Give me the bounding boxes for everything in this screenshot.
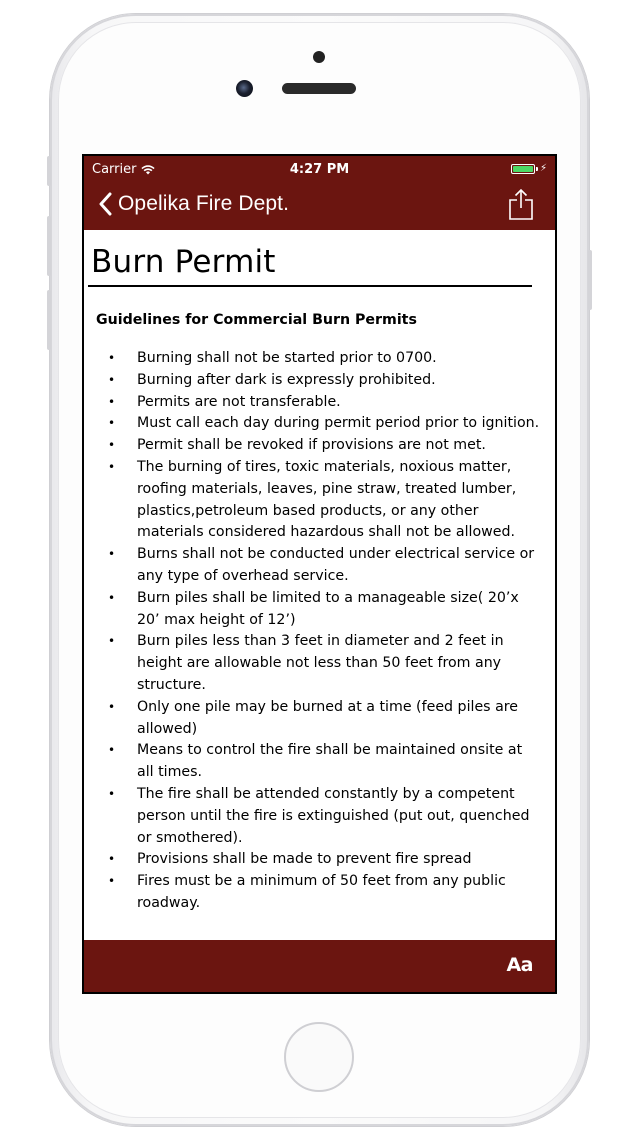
guidelines-list [84, 348, 544, 915]
charging-bolt-icon: ⚡ [539, 163, 547, 174]
front-camera [236, 80, 253, 97]
font-size-button[interactable]: Aa [506, 954, 533, 976]
share-icon [509, 189, 533, 220]
status-bar [84, 156, 555, 182]
share-button[interactable] [509, 189, 533, 224]
mute-switch [47, 156, 51, 186]
guideline-item: • Burning shall not be started prior to 0700. [84, 348, 544, 370]
guideline-item: • Provisions shall be made to prevent fire spread [84, 849, 544, 871]
navigation-bar [84, 156, 555, 230]
power-button [588, 250, 592, 310]
guideline-item: • Permit shall be revoked if provisions are not met. [84, 435, 544, 457]
guideline-item: • Burn piles less than 3 feet in diameter and 2 feet in height are allowable not less than 50 feet from any structure. [84, 631, 544, 696]
guideline-item: • Only one pile may be burned at a time (feed piles are allowed) [84, 697, 544, 741]
back-button[interactable] [98, 192, 289, 216]
article-content[interactable] [84, 230, 555, 940]
status-time: 4:27 PM [289, 162, 350, 177]
battery-icon [511, 164, 547, 174]
back-button-label: Opelika Fire Dept. [118, 192, 290, 215]
guideline-item: • Means to control the fire shall be maintained onsite at all times. [84, 740, 544, 784]
volume-down-button [47, 290, 51, 350]
screen [82, 154, 557, 994]
page-title: Burn Permit [91, 244, 276, 280]
proximity-sensor [313, 51, 325, 63]
guideline-item: • Burns shall not be conducted under electrical service or any type of overhead service. [84, 544, 544, 588]
home-button[interactable] [284, 1022, 354, 1092]
title-divider [88, 285, 532, 287]
guideline-item: • Burn piles shall be limited to a manageable size( 20’x 20’ max height of 12’) [84, 588, 544, 632]
guideline-item: • Permits are not transferable. [84, 392, 544, 414]
battery-level [513, 166, 533, 172]
bottom-toolbar [84, 940, 555, 992]
section-heading: Guidelines for Commercial Burn Permits [96, 312, 417, 328]
volume-up-button [47, 216, 51, 276]
guideline-item: • The burning of tires, toxic materials, noxious matter, roofing materials, leaves, pine straw, treated lumber, plastics,petroleum based products, or any other materials considered hazardous shall not be allowed. [84, 457, 544, 544]
guideline-item: • Fires must be a minimum of 50 feet from any public roadway. [84, 871, 544, 915]
guideline-item: • Burning after dark is expressly prohibited. [84, 370, 544, 392]
carrier-label: Carrier [92, 162, 137, 177]
guideline-item: • The fire shall be attended constantly by a competent person until the fire is extinguished (put out, quenched or smothered). [84, 784, 544, 849]
chevron-left-icon [98, 192, 112, 216]
guideline-item: • Must call each day during permit period prior to ignition. [84, 413, 544, 435]
earpiece-speaker [282, 83, 356, 94]
